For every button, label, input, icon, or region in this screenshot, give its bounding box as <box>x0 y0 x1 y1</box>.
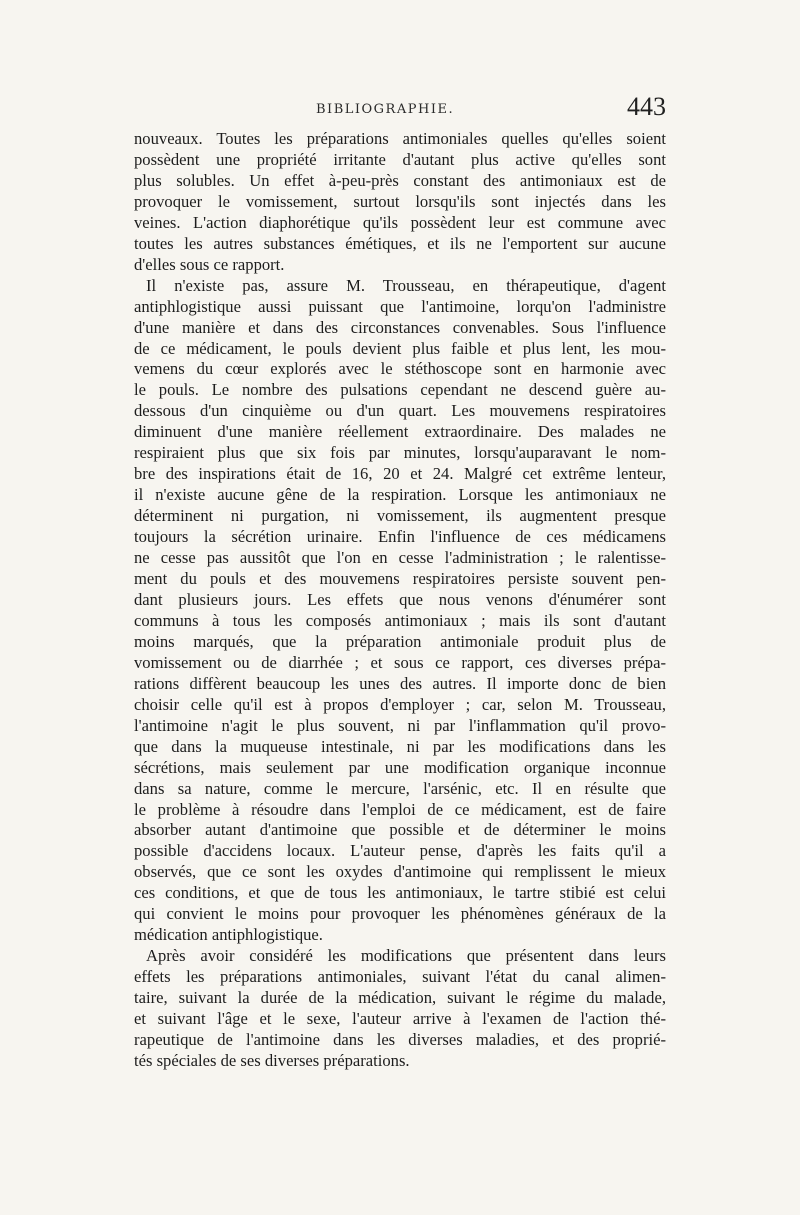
text-line: possible d'accidens locaux. L'auteur pense, d'après les faits qu'il a <box>134 841 666 861</box>
text-line: diminuent d'une manière réellement extraordinaire. Des malades ne <box>134 422 666 442</box>
text-line: ment du pouls et des mouvemens respiratoires persiste souvent pen- <box>134 569 666 589</box>
text-line: le problème à résoudre dans l'emploi de ce médicament, est de faire <box>134 799 666 819</box>
text-line: Après avoir considéré les modifications que présentent dans leurs <box>146 946 666 966</box>
text-line: rapeutique de l'antimoine dans les diverses maladies, et des proprié- <box>134 1029 666 1049</box>
text-line: antiphlogistique aussi puissant que l'antimoine, lorqu'on l'administre <box>134 296 666 316</box>
text-line: médication antiphlogistique. <box>134 925 323 945</box>
text-line: dans sa nature, comme le mercure, l'arsénic, etc. Il en résulte que <box>134 778 666 798</box>
text-line: veines. L'action diaphorétique qu'ils possèdent leur est commune avec <box>134 212 666 232</box>
text-line: le pouls. Le nombre des pulsations cependant ne descend guère au- <box>134 380 666 400</box>
text-line: plus solubles. Un effet à-peu-près constant des antimoniaux est de <box>134 170 666 190</box>
text-line: et suivant l'âge et le sexe, l'auteur arrive à l'examen de l'action thé- <box>134 1009 666 1029</box>
text-line: d'elles sous ce rapport. <box>134 254 285 274</box>
paragraph-3 <box>134 946 666 1072</box>
text-line: nouveaux. Toutes les préparations antimoniales quelles qu'elles soient <box>134 129 666 148</box>
text-line: dant plusieurs jours. Les effets que nous venons d'énumérer sont <box>134 589 666 609</box>
running-head: BIBLIOGRAPHIE. <box>316 102 455 117</box>
text-line: toujours la sécrétion urinaire. Enfin l'influence de ces médicamens <box>134 527 666 547</box>
text-line: tés spéciales de ses diverses préparations. <box>134 1050 410 1070</box>
text-line: effets les préparations antimoniales, suivant l'état du canal alimen- <box>134 967 666 987</box>
text-line: observés, que ce sont les oxydes d'antimoine qui remplissent le mieux <box>134 862 666 882</box>
text-line: rations diffèrent beaucoup les unes des autres. Il importe donc de bien <box>134 673 666 693</box>
text-line: choisir celle qu'il est à propos d'employer ; car, selon M. Trousseau, <box>134 694 666 714</box>
text-line: respiraient plus que six fois par minutes, lorsqu'auparavant le nom- <box>134 443 666 463</box>
text-line: vemens du cœur explorés avec le stéthoscope sont en harmonie avec <box>134 359 666 379</box>
text-line: ces conditions, et que de tous les antimoniaux, le tartre stibié est celui <box>134 883 666 903</box>
text-line: taire, suivant la durée de la médication, suivant le régime du malade, <box>134 988 666 1008</box>
text-line: vomissement ou de diarrhée ; et sous ce rapport, ces diverses prépa- <box>134 652 666 672</box>
text-line: bre des inspirations était de 16, 20 et 24. Malgré cet extrême lenteur, <box>134 464 666 484</box>
text-line: possèdent une propriété irritante d'autant plus active qu'elles sont <box>134 149 666 169</box>
page-header <box>136 92 666 130</box>
text-line: de ce médicament, le pouls devient plus faible et plus lent, les mou- <box>134 338 666 358</box>
text-line: ne cesse pas aussitôt que l'on en cesse l'administration ; le ralentisse- <box>134 548 666 568</box>
text-line: provoquer le vomissement, surtout lorsqu'ils sont injectés dans les <box>134 191 666 211</box>
paragraph-1 <box>134 129 666 276</box>
paragraph-2 <box>134 276 666 947</box>
text-line: absorber autant d'antimoine que possible et de déterminer le moins <box>134 820 666 840</box>
text-line: l'antimoine n'agit le plus souvent, ni par l'inflammation qu'il provo- <box>134 715 666 735</box>
text-line: toutes les autres substances émétiques, et ils ne l'emportent sur aucune <box>134 233 666 253</box>
text-line: d'une manière et dans des circonstances convenables. Sous l'influence <box>134 317 666 337</box>
text-line: moins marqués, que la préparation antimoniale produit plus de <box>134 631 666 651</box>
text-line: qui convient le moins pour provoquer les phénomènes généraux de la <box>134 904 666 924</box>
text-line: sécrétions, mais seulement par une modification organique inconnue <box>134 757 666 777</box>
body-text <box>134 129 666 1072</box>
text-line: communs à tous les composés antimoniaux ; mais ils sont d'autant <box>134 610 666 630</box>
page-number: 443 <box>627 92 666 121</box>
text-line: que dans la muqueuse intestinale, ni par les modifications dans les <box>134 736 666 756</box>
text-line: il n'existe aucune gêne de la respiration. Lorsque les antimoniaux ne <box>134 485 666 505</box>
text-line: dessous d'un cinquième ou d'un quart. Les mouvemens respiratoires <box>134 401 666 421</box>
text-line: Il n'existe pas, assure M. Trousseau, en thérapeutique, d'agent <box>146 275 666 295</box>
text-line: déterminent ni purgation, ni vomissement, ils augmentent presque <box>134 506 666 526</box>
